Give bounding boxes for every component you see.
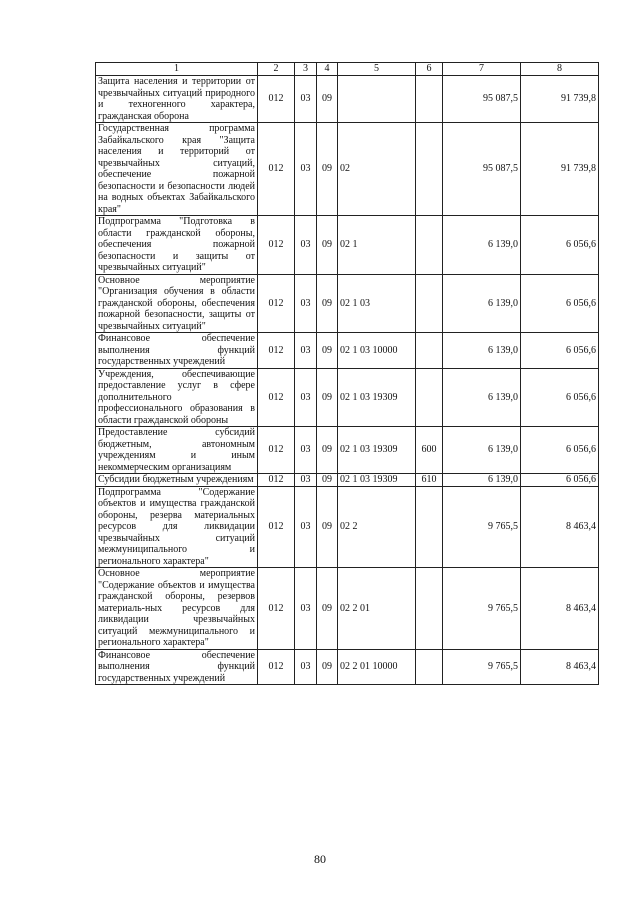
row-section-code: 03 [295,649,317,685]
row-target-article: 02 2 01 10000 [338,649,416,685]
table-row [96,486,599,568]
row-target-article: 02 2 01 [338,568,416,650]
row-section-code: 03 [295,568,317,650]
row-target-article: 02 1 03 19309 [338,427,416,474]
row-amount-col8: 6 056,6 [521,368,599,427]
table-row [96,568,599,650]
row-amount-col7: 6 139,0 [443,427,521,474]
row-subsection-code: 09 [317,568,338,650]
row-ministry-code: 012 [258,76,295,123]
row-subsection-code: 09 [317,486,338,568]
row-name: Предоставление субсидий бюджетным, автономным учреждениям и иным некоммерческим организациям [96,427,258,474]
row-name: Защита населения и территории от чрезвычайных ситуаций природного и техногенного характера, гражданская оборона [96,76,258,123]
row-name: Основное мероприятие "Содержание объектов и имущества гражданской обороны, резервов материаль-ных ресурсов для ликвидации чрезвычайных ситуаций межмуниципального и регионального характера" [96,568,258,650]
row-expense-type [416,333,443,369]
row-ministry-code: 012 [258,333,295,369]
col-header-6: 6 [416,63,443,76]
row-amount-col8: 91 739,8 [521,123,599,216]
row-section-code: 03 [295,486,317,568]
row-expense-type [416,649,443,685]
col-header-1: 1 [96,63,258,76]
page-number: 80 [314,852,326,866]
row-target-article: 02 1 03 [338,274,416,333]
row-expense-type [416,76,443,123]
col-header-5: 5 [338,63,416,76]
row-target-article: 02 1 [338,216,416,275]
row-name: Подпрограмма "Подготовка в области гражданской обороны, обеспечения пожарной безопасности и защиты от чрезвычайных ситуаций" [96,216,258,275]
row-amount-col8: 91 739,8 [521,76,599,123]
col-header-3: 3 [295,63,317,76]
row-target-article: 02 1 03 19309 [338,368,416,427]
row-expense-type [416,216,443,275]
row-ministry-code: 012 [258,427,295,474]
row-name: Основное мероприятие "Организация обучения в области гражданской обороны, обеспечения пожарной безопасности, защиты от чрезвычайных ситуаций" [96,274,258,333]
row-ministry-code: 012 [258,474,295,487]
row-ministry-code: 012 [258,649,295,685]
table-row [96,474,599,487]
row-section-code: 03 [295,333,317,369]
row-expense-type [416,568,443,650]
col-header-7: 7 [443,63,521,76]
budget-table [95,62,599,685]
row-subsection-code: 09 [317,216,338,275]
row-amount-col8: 8 463,4 [521,568,599,650]
table-row [96,274,599,333]
row-name: Подпрограмма "Содержание объектов и имущества гражданской обороны, резерва материальных ресурсов для ликвидации чрезвычайных ситуаций межмуниципального и регионального характера" [96,486,258,568]
row-amount-col7: 9 765,5 [443,568,521,650]
row-amount-col7: 9 765,5 [443,649,521,685]
row-amount-col7: 6 139,0 [443,368,521,427]
row-ministry-code: 012 [258,123,295,216]
row-subsection-code: 09 [317,649,338,685]
row-name: Субсидии бюджетным учреждениям [96,474,258,487]
row-amount-col7: 95 087,5 [443,76,521,123]
row-section-code: 03 [295,216,317,275]
row-target-article: 02 1 03 19309 [338,474,416,487]
row-section-code: 03 [295,427,317,474]
row-name: Государственная программа Забайкальского края "Защита населения и территорий от чрезвычайных ситуаций, обеспечение пожарной безопасности и безопасности людей на водных объектах Забайкальского края" [96,123,258,216]
header-row [96,63,599,76]
row-expense-type [416,486,443,568]
row-amount-col7: 95 087,5 [443,123,521,216]
table-row [96,123,599,216]
row-amount-col7: 6 139,0 [443,216,521,275]
row-subsection-code: 09 [317,368,338,427]
row-section-code: 03 [295,274,317,333]
row-amount-col8: 6 056,6 [521,333,599,369]
row-target-article [338,76,416,123]
row-name: Финансовое обеспечение выполнения функций государственных учреждений [96,333,258,369]
table-row [96,368,599,427]
table-row [96,216,599,275]
row-subsection-code: 09 [317,76,338,123]
row-section-code: 03 [295,76,317,123]
col-header-4: 4 [317,63,338,76]
table-row [96,333,599,369]
row-amount-col7: 6 139,0 [443,474,521,487]
row-expense-type [416,274,443,333]
row-target-article: 02 1 03 10000 [338,333,416,369]
row-subsection-code: 09 [317,333,338,369]
row-target-article: 02 2 [338,486,416,568]
table-row [96,76,599,123]
row-expense-type [416,368,443,427]
row-name: Финансовое обеспечение выполнения функций государственных учреждений [96,649,258,685]
row-name: Учреждения, обеспечивающие предоставление услуг в сфере дополнительного профессионального образования в области гражданской обороны [96,368,258,427]
table-row [96,427,599,474]
row-amount-col8: 6 056,6 [521,274,599,333]
table-row [96,649,599,685]
row-subsection-code: 09 [317,274,338,333]
row-section-code: 03 [295,368,317,427]
row-amount-col7: 9 765,5 [443,486,521,568]
col-header-2: 2 [258,63,295,76]
row-amount-col8: 8 463,4 [521,649,599,685]
row-ministry-code: 012 [258,368,295,427]
row-ministry-code: 012 [258,568,295,650]
row-target-article: 02 [338,123,416,216]
row-section-code: 03 [295,123,317,216]
row-amount-col7: 6 139,0 [443,333,521,369]
row-subsection-code: 09 [317,474,338,487]
row-ministry-code: 012 [258,486,295,568]
row-expense-type: 610 [416,474,443,487]
row-amount-col8: 6 056,6 [521,216,599,275]
row-expense-type [416,123,443,216]
col-header-8: 8 [521,63,599,76]
row-subsection-code: 09 [317,123,338,216]
row-amount-col7: 6 139,0 [443,274,521,333]
row-expense-type: 600 [416,427,443,474]
row-amount-col8: 6 056,6 [521,474,599,487]
row-section-code: 03 [295,474,317,487]
row-ministry-code: 012 [258,274,295,333]
row-subsection-code: 09 [317,427,338,474]
row-amount-col8: 6 056,6 [521,427,599,474]
row-ministry-code: 012 [258,216,295,275]
row-amount-col8: 8 463,4 [521,486,599,568]
